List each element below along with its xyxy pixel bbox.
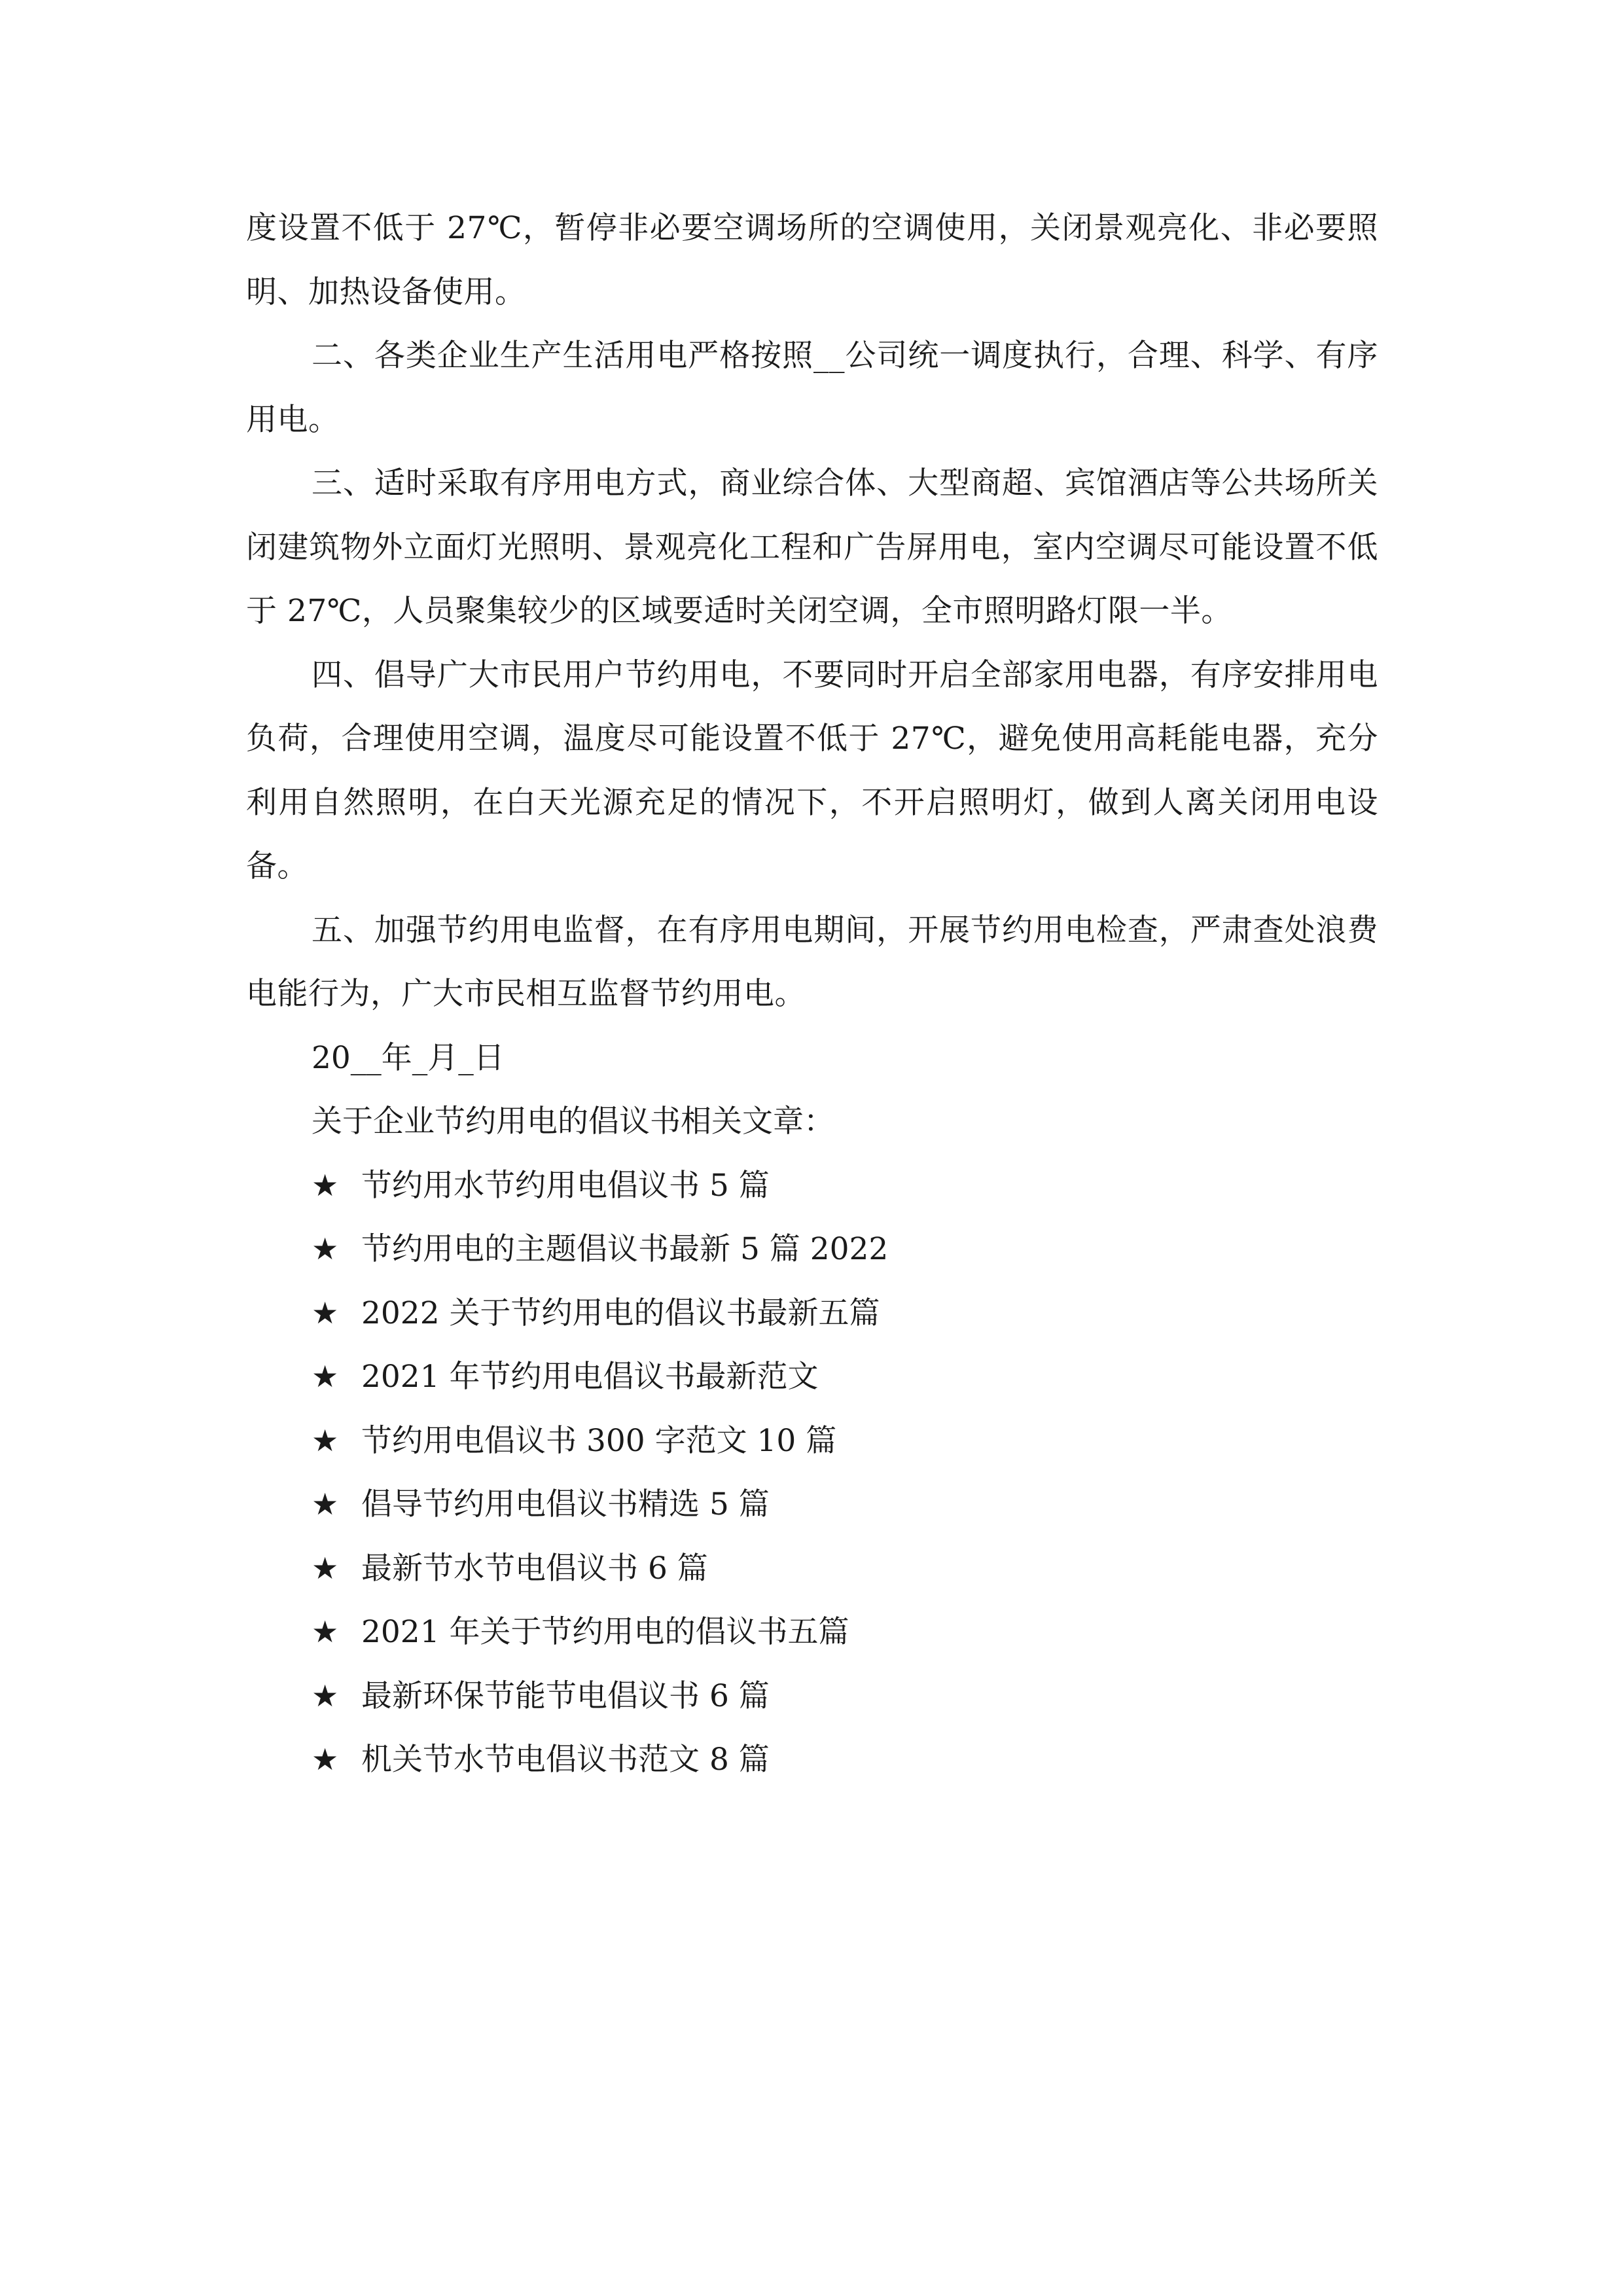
paragraph-item-5: 五、加强节约用电监督，在有序用电期间，开展节约用电检查，严肃查处浪费电能行为，广大市民相互监督节约用电。 [246,912,1378,1012]
paragraph-item-2: 二、各类企业生产生活用电严格按照__公司统一调度执行，合理、科学、有序用电。 [246,338,1378,438]
paragraph-item-3: 三、适时采取有序用电方式，商业综合体、大型商超、宾馆酒店等公共场所关闭建筑物外立面灯光照明、景观亮化工程和广告屏用电，室内空调尽可能设置不低于 27℃，人员聚集较少的区域要适时关闭空调，全市照明路灯限一半。 [246,465,1378,629]
related-article-title: 2022 关于节约用电的倡议书最新五篇 [361,1295,880,1331]
related-article-title: 节约用电倡议书 300 字范文 10 篇 [361,1422,837,1459]
date-line: 20__年_月_日 [312,1039,505,1076]
related-article-title: 最新节水节电倡议书 6 篇 [361,1550,708,1587]
related-article-link[interactable] [246,1345,1378,1409]
star-icon: ★ [312,1550,339,1586]
star-icon: ★ [312,1167,339,1203]
related-article-link[interactable] [246,1728,1378,1792]
document-body [246,196,1378,1792]
related-article-link[interactable] [246,1537,1378,1601]
star-icon: ★ [312,1677,339,1713]
related-article-title: 2021 年关于节约用电的倡议书五篇 [361,1614,849,1650]
star-icon: ★ [312,1742,339,1777]
star-icon: ★ [312,1295,339,1331]
related-article-title: 机关节水节电倡议书范文 8 篇 [361,1742,770,1778]
paragraph-item-4: 四、倡导广大市民用户节约用电，不要同时开启全部家用电器，有序安排用电负荷，合理使用空调，温度尽可能设置不低于 27℃，避免使用高耗能电器，充分利用自然照明，在白天光源充足的情况下，不开启照明灯，做到人离关闭用电设备。 [246,656,1378,884]
related-article-title: 倡导节约用电倡议书精选 5 篇 [361,1486,770,1522]
related-article-link[interactable] [246,1664,1378,1729]
paragraph-continued: 度设置不低于 27℃，暂停非必要空调场所的空调使用，关闭景观亮化、非必要照明、加热设备使用。 [246,210,1378,310]
star-icon: ★ [312,1231,339,1266]
related-article-title: 2021 年节约用电倡议书最新范文 [361,1359,819,1395]
related-article-link[interactable] [246,1217,1378,1282]
related-article-link[interactable] [246,1473,1378,1537]
related-article-link[interactable] [246,1154,1378,1218]
star-icon: ★ [312,1359,339,1394]
related-article-link[interactable] [246,1600,1378,1664]
related-article-link[interactable] [246,1282,1378,1346]
star-icon: ★ [312,1614,339,1649]
related-article-link[interactable] [246,1409,1378,1473]
star-icon: ★ [312,1486,339,1522]
related-article-title: 节约用电的主题倡议书最新 5 篇 2022 [361,1231,889,1267]
related-article-title: 节约用水节约用电倡议书 5 篇 [361,1167,770,1204]
related-article-title: 最新环保节能节电倡议书 6 篇 [361,1677,770,1714]
star-icon: ★ [312,1422,339,1458]
related-articles-heading: 关于企业节约用电的倡议书相关文章： [312,1103,834,1139]
related-articles-list [246,1154,1378,1792]
